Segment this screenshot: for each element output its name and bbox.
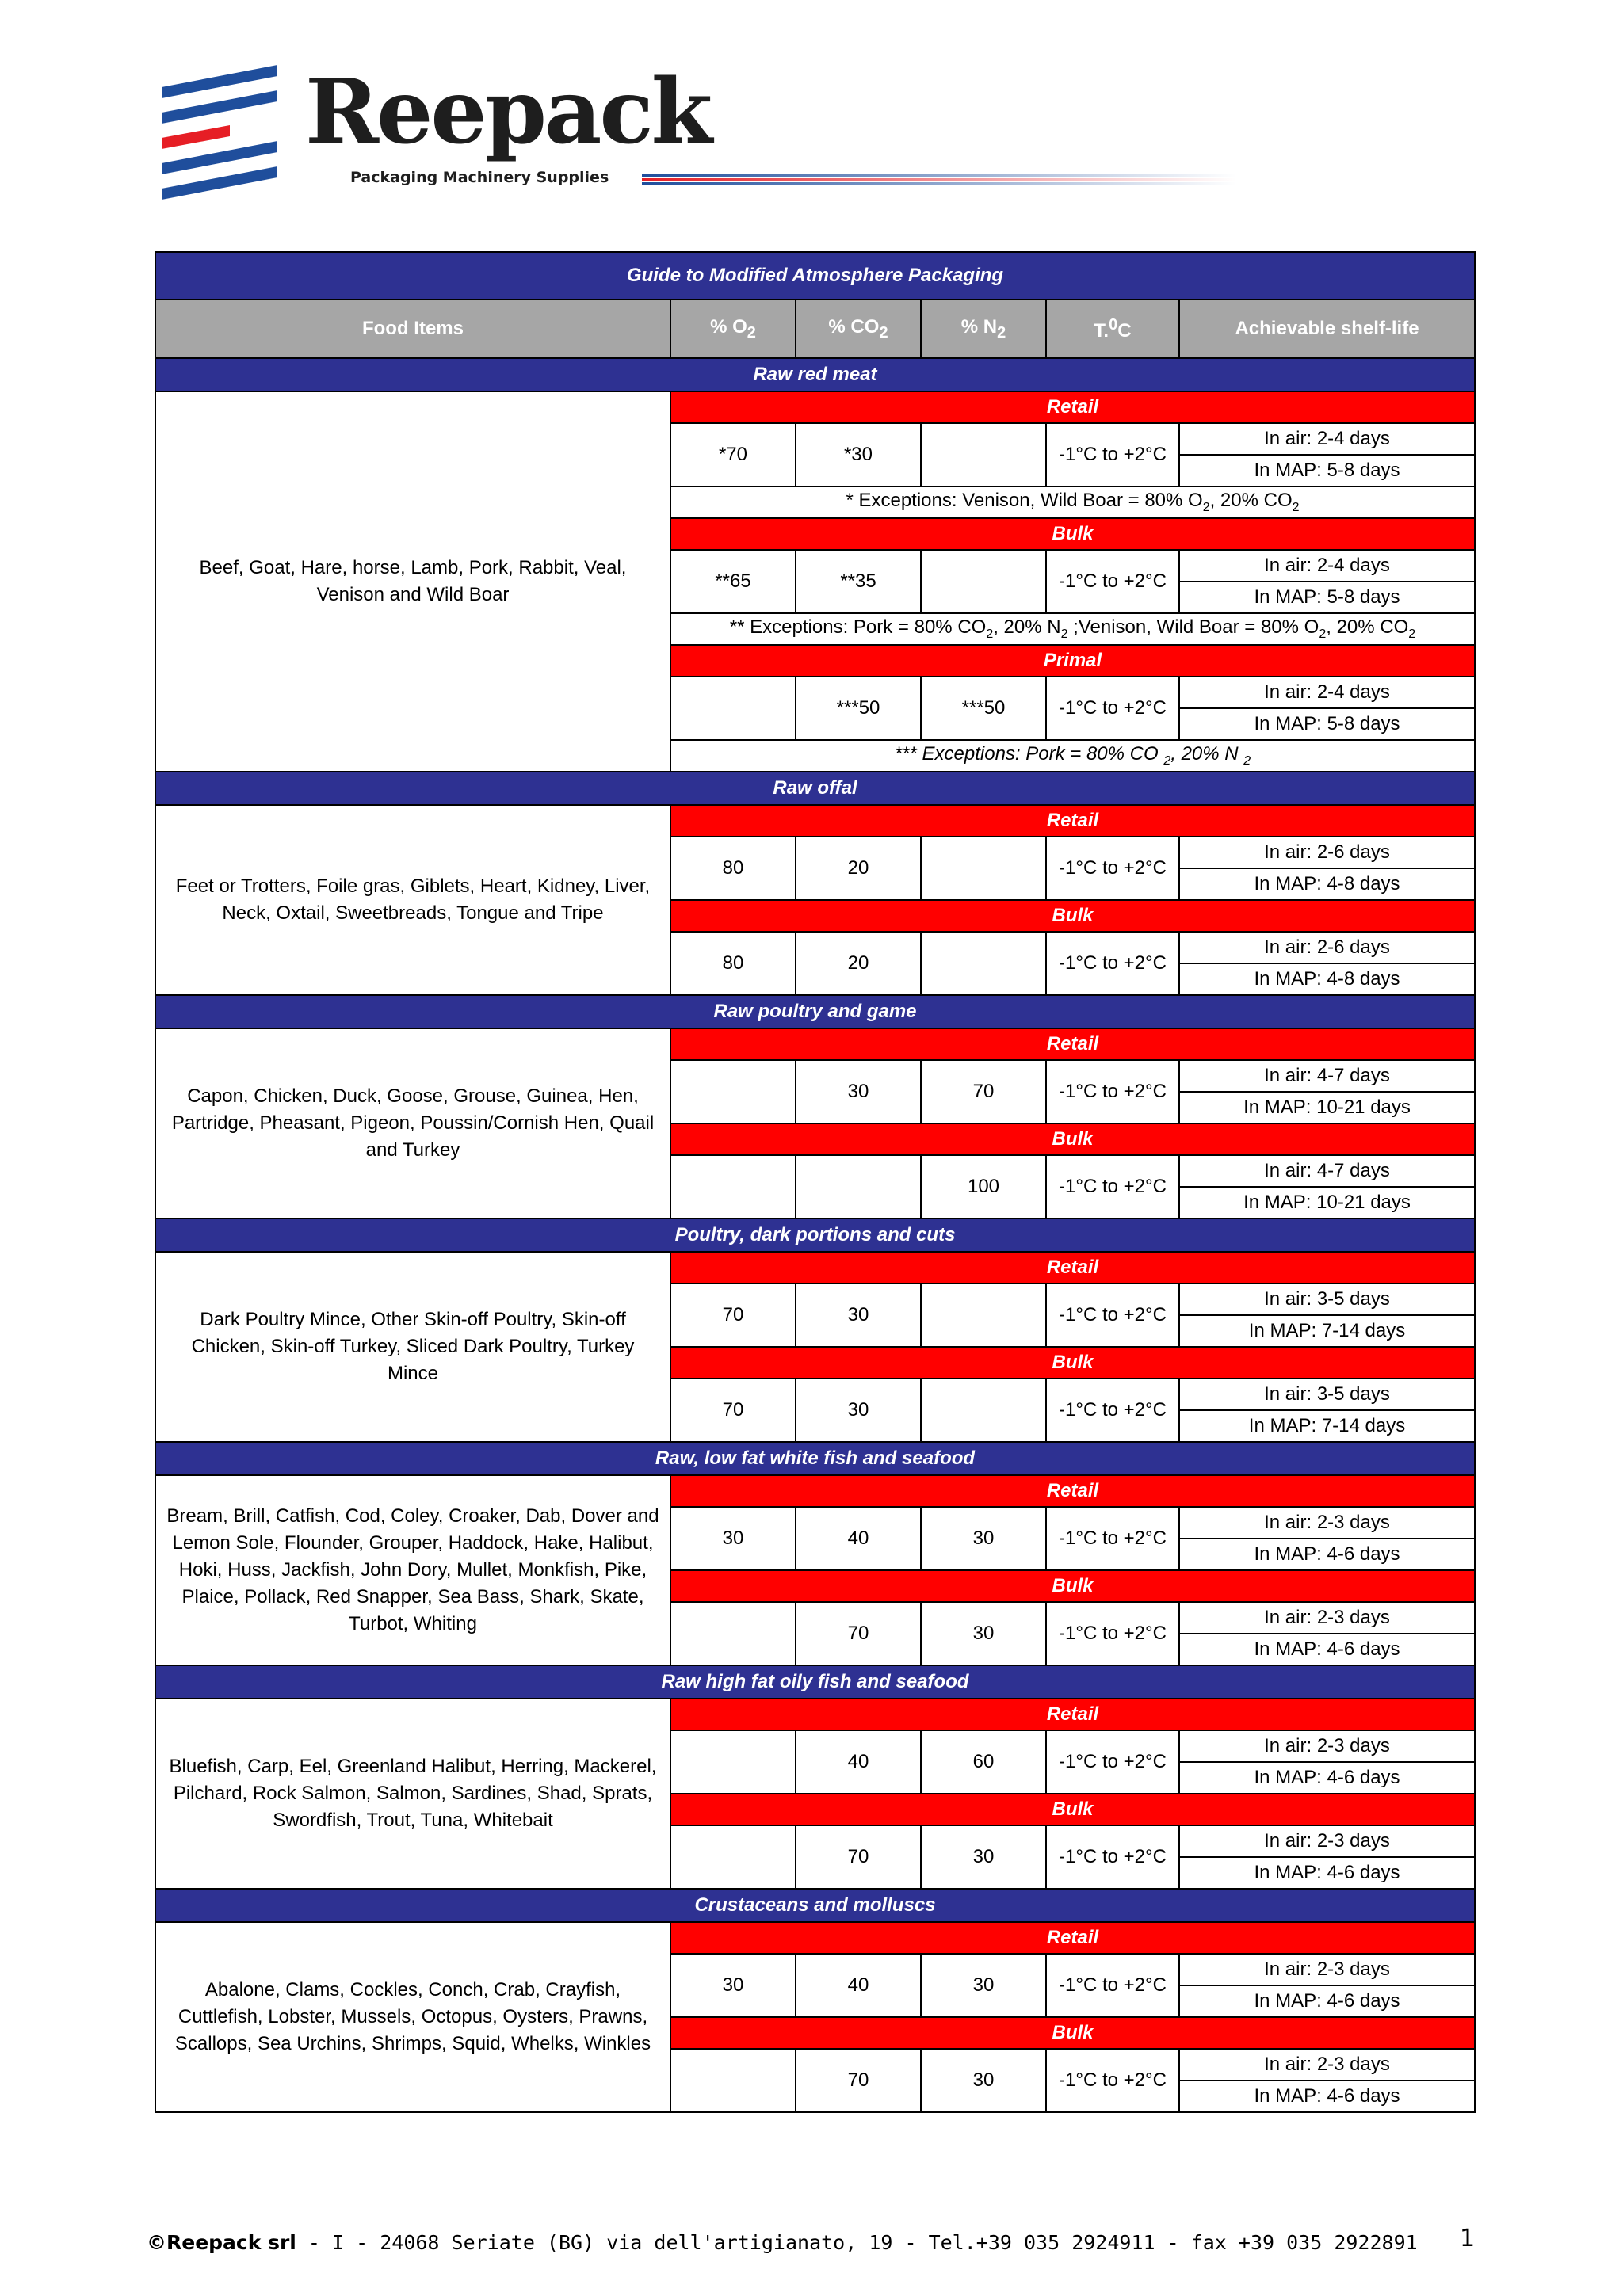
shelf-life-air: In air: 2-3 days: [1179, 1602, 1475, 1634]
co2-value: 20: [796, 837, 921, 900]
subtype-label: Retail: [670, 805, 1475, 837]
n2-value: 30: [921, 1825, 1046, 1889]
o2-value: [670, 1155, 796, 1219]
food-list: Beef, Goat, Hare, horse, Lamb, Pork, Rabbit, Veal, Venison and Wild Boar: [155, 391, 670, 772]
subtype-row: [155, 1475, 1475, 1507]
exception-note: ** Exceptions: Pork = 80% $CO_2$, 20% $N_2$ ;Venison, Wild Boar = 80% $O_2$, 20% $CO_2$: [670, 613, 1475, 645]
co2-value: ***50: [796, 677, 921, 740]
shelf-life-air: In air: 2-4 days: [1179, 423, 1475, 455]
o2-value: *70: [670, 423, 796, 486]
shelf-life-map: In MAP: 4-6 days: [1179, 1762, 1475, 1794]
table-header-row: [155, 299, 1475, 358]
subtype-label: Retail: [670, 1475, 1475, 1507]
temperature-value: -1°C to +2°C: [1046, 423, 1179, 486]
temperature-value: -1°C to +2°C: [1046, 1155, 1179, 1219]
o2-value: [670, 1060, 796, 1123]
co2-value: 40: [796, 1507, 921, 1570]
page-number: 1: [1460, 2225, 1476, 2252]
temperature-value: -1°C to +2°C: [1046, 1825, 1179, 1889]
shelf-life-air: In air: 2-3 days: [1179, 1954, 1475, 1985]
shelf-life-map: In MAP: 4-6 days: [1179, 1539, 1475, 1570]
n2-value: [921, 1379, 1046, 1442]
n2-value: 30: [921, 2049, 1046, 2112]
subtype-label: Retail: [670, 1922, 1475, 1954]
shelf-life-air: In air: 2-4 days: [1179, 550, 1475, 582]
food-list: Bluefish, Carp, Eel, Greenland Halibut, Herring, Mackerel, Pilchard, Rock Salmon, Salmon, Sardines, Shad, Sprats, Swordfish, Trout, Tuna, Whitebait: [155, 1699, 670, 1889]
o2-value: [670, 1730, 796, 1794]
co2-value: [796, 1155, 921, 1219]
table-title: Guide to Modified Atmosphere Packaging: [155, 252, 1475, 299]
exception-note: *** Exceptions: Pork = 80% CO $_2$, 20% N $_2$: [670, 740, 1475, 772]
co2-value: 70: [796, 2049, 921, 2112]
temperature-value: -1°C to +2°C: [1046, 1602, 1179, 1665]
food-list: Feet or Trotters, Foile gras, Giblets, Heart, Kidney, Liver, Neck, Oxtail, Sweetbreads, Tongue and Tripe: [155, 805, 670, 995]
category-label: Raw offal: [155, 772, 1475, 805]
co2-value: 30: [796, 1283, 921, 1347]
shelf-life-air: In air: 2-3 days: [1179, 1507, 1475, 1539]
temperature-value: -1°C to +2°C: [1046, 1730, 1179, 1794]
co2-value: 40: [796, 1730, 921, 1794]
category-row: [155, 1889, 1475, 1922]
subtype-label: Bulk: [670, 900, 1475, 932]
n2-value: [921, 423, 1046, 486]
temperature-value: -1°C to +2°C: [1046, 1060, 1179, 1123]
subtype-row: [155, 1252, 1475, 1283]
temperature-value: -1°C to +2°C: [1046, 932, 1179, 995]
n2-value: 100: [921, 1155, 1046, 1219]
shelf-life-map: In MAP: 4-6 days: [1179, 2081, 1475, 2112]
subtype-row: [155, 1922, 1475, 1954]
exception-note: * Exceptions: Venison, Wild Boar = 80% $O_2$, 20% $CO_2$: [670, 486, 1475, 518]
shelf-life-map: In MAP: 4-6 days: [1179, 1985, 1475, 2017]
subtype-row: [155, 391, 1475, 423]
n2-value: ***50: [921, 677, 1046, 740]
temperature-value: -1°C to +2°C: [1046, 1379, 1179, 1442]
food-list: Capon, Chicken, Duck, Goose, Grouse, Guinea, Hen, Partridge, Pheasant, Pigeon, Poussin/Cornish Hen, Quail and Turkey: [155, 1028, 670, 1219]
header-food-items: Food Items: [155, 299, 670, 358]
category-row: [155, 358, 1475, 391]
subtype-label: Bulk: [670, 1123, 1475, 1155]
reepack-logo: [158, 60, 1236, 206]
map-guide-table: [155, 251, 1476, 2113]
shelf-life-map: In MAP: 10-21 days: [1179, 1187, 1475, 1219]
n2-value: 60: [921, 1730, 1046, 1794]
page-footer: [147, 2231, 1418, 2254]
subtype-label: Bulk: [670, 1570, 1475, 1602]
category-row: [155, 1665, 1475, 1699]
temperature-value: -1°C to +2°C: [1046, 1283, 1179, 1347]
shelf-life-map: In MAP: 4-6 days: [1179, 1634, 1475, 1665]
logo-tagline: Packaging Machinery Supplies: [350, 169, 609, 186]
shelf-life-air: In air: 3-5 days: [1179, 1283, 1475, 1315]
n2-value: [921, 837, 1046, 900]
category-label: Raw red meat: [155, 358, 1475, 391]
food-list: Dark Poultry Mince, Other Skin-off Poultry, Skin-off Chicken, Skin-off Turkey, Sliced Dark Poultry, Turkey Mince: [155, 1252, 670, 1442]
o2-value: [670, 2049, 796, 2112]
o2-value: [670, 677, 796, 740]
subtype-label: Bulk: [670, 1794, 1475, 1825]
subtype-row: [155, 1699, 1475, 1730]
co2-value: 30: [796, 1060, 921, 1123]
category-row: [155, 772, 1475, 805]
category-label: Raw high fat oily fish and seafood: [155, 1665, 1475, 1699]
subtype-label: Retail: [670, 1028, 1475, 1060]
n2-value: [921, 550, 1046, 613]
shelf-life-air: In air: 3-5 days: [1179, 1379, 1475, 1410]
subtype-row: [155, 1028, 1475, 1060]
co2-value: 70: [796, 1825, 921, 1889]
category-row: [155, 1442, 1475, 1475]
shelf-life-air: In air: 2-3 days: [1179, 2049, 1475, 2081]
n2-value: 30: [921, 1507, 1046, 1570]
subtype-row: [155, 805, 1475, 837]
subtype-label: Bulk: [670, 1347, 1475, 1379]
category-label: Raw poultry and game: [155, 995, 1475, 1028]
o2-value: [670, 1602, 796, 1665]
subtype-label: Retail: [670, 391, 1475, 423]
shelf-life-air: In air: 4-7 days: [1179, 1060, 1475, 1092]
o2-value: 80: [670, 932, 796, 995]
subtype-label: Bulk: [670, 2017, 1475, 2049]
table-title-row: [155, 252, 1475, 299]
o2-value: 30: [670, 1954, 796, 2017]
shelf-life-air: In air: 2-6 days: [1179, 837, 1475, 868]
header-co2: % $CO_2$: [796, 299, 921, 358]
subtype-label: Retail: [670, 1252, 1475, 1283]
co2-value: 40: [796, 1954, 921, 2017]
food-list: Abalone, Clams, Cockles, Conch, Crab, Crayfish, Cuttlefish, Lobster, Mussels, Octopus, Oysters, Prawns, Scallops, Sea Urchins, Shrimps, Squid, Whelks, Winkles: [155, 1922, 670, 2112]
header-o2: % $O_2$: [670, 299, 796, 358]
temperature-value: -1°C to +2°C: [1046, 1954, 1179, 2017]
subtype-label: Bulk: [670, 518, 1475, 550]
co2-value: 30: [796, 1379, 921, 1442]
header-n2: % $N_2$: [921, 299, 1046, 358]
logo-wordmark: Reepack: [305, 60, 711, 164]
co2-value: **35: [796, 550, 921, 613]
n2-value: [921, 1283, 1046, 1347]
co2-value: 20: [796, 932, 921, 995]
o2-value: [670, 1825, 796, 1889]
footer-address: - I - 24068 Seriate (BG) via dell'artigianato, 19 - Tel.+39 035 2924911 - fax +39 035 2922891: [296, 2231, 1418, 2254]
subtype-label: Primal: [670, 645, 1475, 677]
shelf-life-map: In MAP: 5-8 days: [1179, 708, 1475, 740]
temperature-value: -1°C to +2°C: [1046, 837, 1179, 900]
logo-lines-decoration: [642, 174, 1236, 185]
category-label: Crustaceans and molluscs: [155, 1889, 1475, 1922]
category-label: Poultry, dark portions and cuts: [155, 1219, 1475, 1252]
category-label: Raw, low fat white fish and seafood: [155, 1442, 1475, 1475]
temperature-value: -1°C to +2°C: [1046, 550, 1179, 613]
footer-company: ©Reepack srl: [147, 2231, 296, 2254]
reepack-stripes-icon: [158, 63, 285, 202]
shelf-life-map: In MAP: 4-8 days: [1179, 868, 1475, 900]
o2-value: 70: [670, 1379, 796, 1442]
subtype-label: Retail: [670, 1699, 1475, 1730]
shelf-life-map: In MAP: 4-6 days: [1179, 1857, 1475, 1889]
shelf-life-air: In air: 2-6 days: [1179, 932, 1475, 963]
n2-value: 30: [921, 1954, 1046, 2017]
co2-value: 70: [796, 1602, 921, 1665]
n2-value: 30: [921, 1602, 1046, 1665]
shelf-life-map: In MAP: 5-8 days: [1179, 582, 1475, 613]
o2-value: 30: [670, 1507, 796, 1570]
category-row: [155, 995, 1475, 1028]
shelf-life-air: In air: 2-4 days: [1179, 677, 1475, 708]
shelf-life-map: In MAP: 4-8 days: [1179, 963, 1475, 995]
temperature-value: -1°C to +2°C: [1046, 1507, 1179, 1570]
category-row: [155, 1219, 1475, 1252]
o2-value: **65: [670, 550, 796, 613]
shelf-life-air: In air: 2-3 days: [1179, 1825, 1475, 1857]
header-temperature: T.$^0$C: [1046, 299, 1179, 358]
shelf-life-map: In MAP: 7-14 days: [1179, 1315, 1475, 1347]
o2-value: 70: [670, 1283, 796, 1347]
shelf-life-map: In MAP: 7-14 days: [1179, 1410, 1475, 1442]
shelf-life-air: In air: 2-3 days: [1179, 1730, 1475, 1762]
n2-value: [921, 932, 1046, 995]
temperature-value: -1°C to +2°C: [1046, 677, 1179, 740]
shelf-life-map: In MAP: 5-8 days: [1179, 455, 1475, 486]
temperature-value: -1°C to +2°C: [1046, 2049, 1179, 2112]
n2-value: 70: [921, 1060, 1046, 1123]
header-shelf-life: Achievable shelf-life: [1179, 299, 1475, 358]
o2-value: 80: [670, 837, 796, 900]
shelf-life-map: In MAP: 10-21 days: [1179, 1092, 1475, 1123]
shelf-life-air: In air: 4-7 days: [1179, 1155, 1475, 1187]
co2-value: *30: [796, 423, 921, 486]
food-list: Bream, Brill, Catfish, Cod, Coley, Croaker, Dab, Dover and Lemon Sole, Flounder, Grouper, Haddock, Hake, Halibut, Hoki, Huss, Jackfish, John Dory, Mullet, Monkfish, Pike, Plaice, Pollack, Red Snapper, Sea Bass, Shark, Skate, Turbot, Whiting: [155, 1475, 670, 1665]
